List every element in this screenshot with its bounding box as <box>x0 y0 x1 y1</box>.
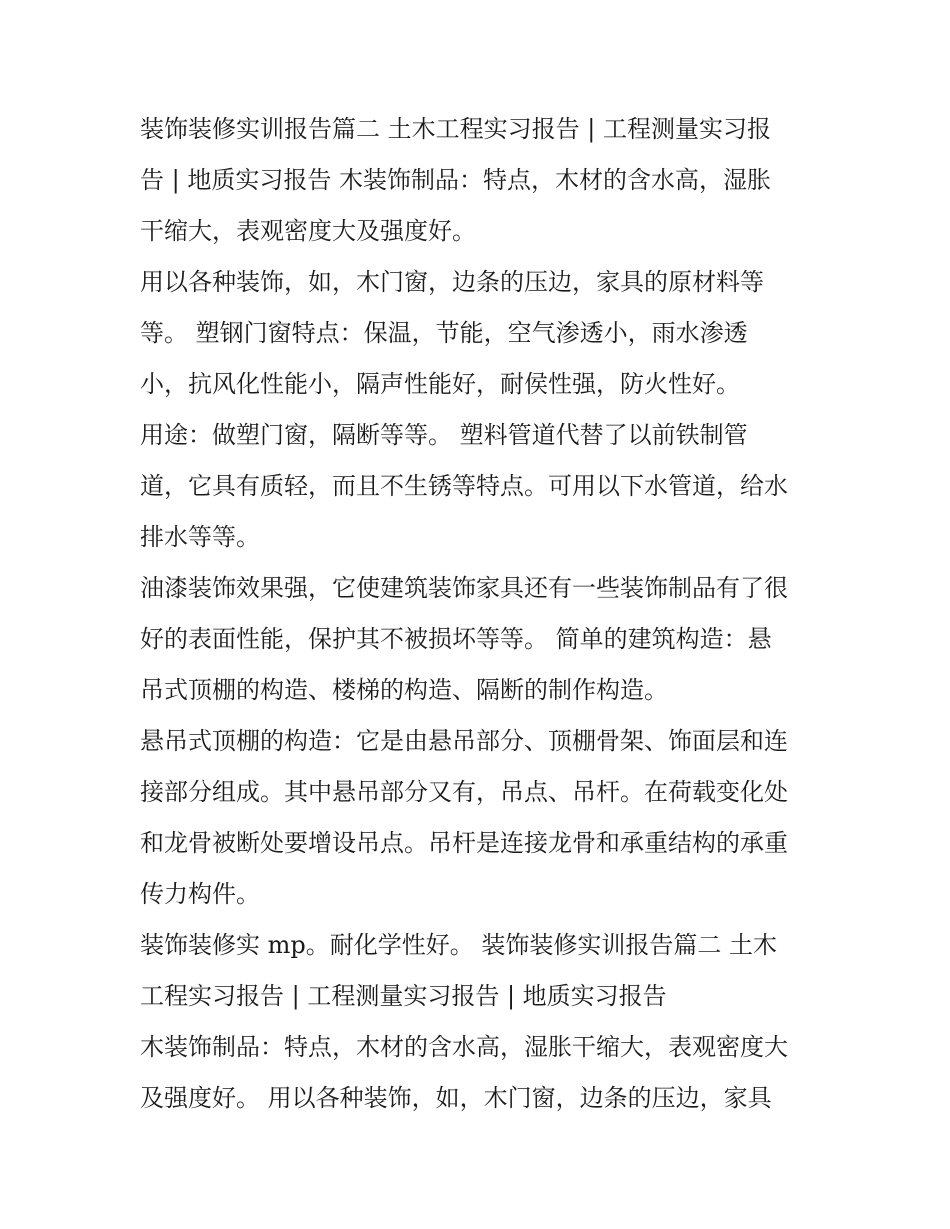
text-line: 木装饰制品：特点，木材的含水高，湿胀干缩大，表观密度大 <box>140 1033 788 1061</box>
text-line: 工程实习报告 | 工程测量实习报告 | 地质实习报告 <box>140 982 667 1010</box>
text-line: 油漆装饰效果强，它使建筑装饰家具还有一些装饰制品有了很 <box>140 574 788 602</box>
text-line: 悬吊式顶棚的构造：它是由悬吊部分、顶棚骨架、饰面层和连 <box>140 727 788 755</box>
text-line: 接部分组成。其中悬吊部分又有，吊点、吊杆。在荷载变化处 <box>140 778 788 806</box>
text-line: 和龙骨被断处要增设吊点。吊杆是连接龙骨和承重结构的承重 <box>140 829 788 857</box>
text-line: 装饰装修实 mp。耐化学性好。 装饰装修实训报告篇二 土木 <box>140 931 778 959</box>
text-line: 传力构件。 <box>140 880 260 908</box>
text-line: 告 | 地质实习报告 木装饰制品：特点，木材的含水高，湿胀 <box>140 166 771 194</box>
text-line: 吊式顶棚的构造、楼梯的构造、隔断的制作构造。 <box>140 676 668 704</box>
text-line: 用以各种装饰，如，木门窗，边条的压边，家具的原材料等 <box>140 268 764 296</box>
text-line: 等。 塑钢门窗特点：保温，节能，空气渗透小，雨水渗透 <box>140 319 748 347</box>
text-line: 及强度好。 用以各种装饰，如，木门窗，边条的压边，家具 <box>140 1084 772 1112</box>
text-line: 装饰装修实训报告篇二 土木工程实习报告 | 工程测量实习报 <box>140 115 771 143</box>
text-line: 干缩大，表观密度大及强度好。 <box>140 217 476 245</box>
text-line: 排水等等。 <box>140 523 260 551</box>
text-line: 好的表面性能，保护其不被损坏等等。 简单的建筑构造：悬 <box>140 625 772 653</box>
document-body <box>140 104 820 1124</box>
text-line: 小，抗风化性能小，隔声性能好，耐侯性强，防火性好。 <box>140 370 740 398</box>
text-line: 道，它具有质轻，而且不生锈等特点。可用以下水管道，给水 <box>140 472 788 500</box>
text-line: 用途：做塑门窗，隔断等等。 塑料管道代替了以前铁制管 <box>140 421 748 449</box>
